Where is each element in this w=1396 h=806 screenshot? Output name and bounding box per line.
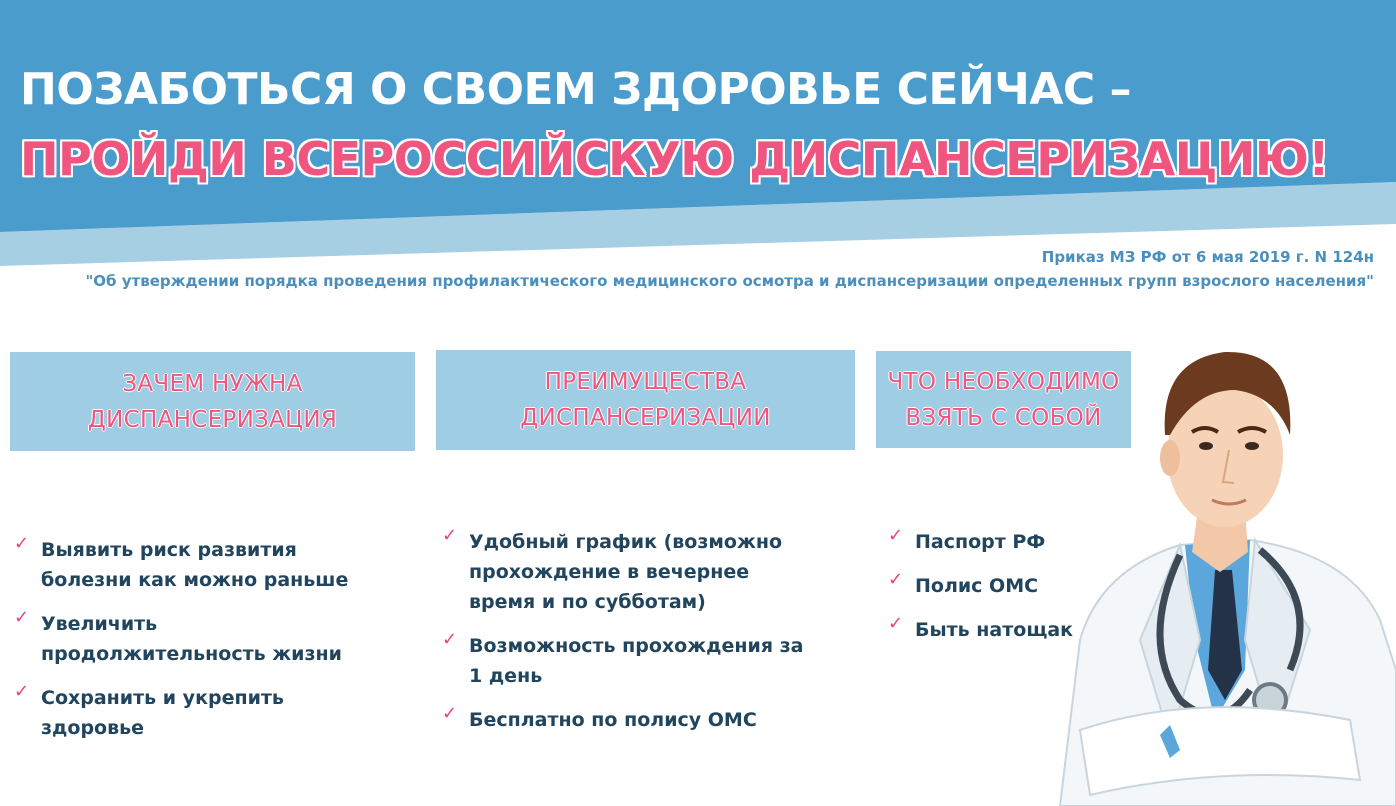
list-item: ✓ Сохранить и укрепить здоровье xyxy=(14,681,284,739)
doctor-illustration xyxy=(1020,340,1396,806)
check-mark-icon: ✓ xyxy=(442,629,458,650)
heading-bring-line1: ЧТО НЕОБХОДИМО xyxy=(887,368,1120,395)
heading-benefits-line2: ДИСПАНСЕРИЗАЦИИ xyxy=(520,405,771,431)
check-mark-icon: ✓ xyxy=(888,525,904,546)
list-item: ✓ Удобный график (возможно прохождение в вечернее время и по субботам) xyxy=(442,525,783,613)
heading-bring-line2: ВЗЯТЬ С СОБОЙ xyxy=(905,404,1102,431)
order-title: "Об утверждении порядка проведения профилактического медицинского осмотра и диспансеризации определенных групп взрослого населения" xyxy=(85,272,1374,290)
check-mark-icon: ✓ xyxy=(888,569,904,590)
benefits-list xyxy=(438,527,868,749)
check-mark-icon: ✓ xyxy=(14,607,30,628)
list-item: ✓ Полис ОМС xyxy=(888,569,1039,597)
list-item: ✓ Выявить риск развития болезни как можно раньше xyxy=(14,533,349,591)
list-item: ✓ Возможность прохождения за 1 день xyxy=(442,629,804,687)
list-item: ✓ Быть натощак xyxy=(888,613,1074,641)
check-mark-icon: ✓ xyxy=(442,703,458,724)
page-subtitle: ПРОЙДИ ВСЕРОССИЙСКУЮ ДИСПАНСЕРИЗАЦИЮ! xyxy=(20,132,1329,186)
why-list xyxy=(10,535,410,757)
check-mark-icon: ✓ xyxy=(14,681,30,702)
list-item: ✓ Увеличить продолжительность жизни xyxy=(14,607,342,665)
check-mark-icon: ✓ xyxy=(14,533,30,554)
heading-why-line2: ДИСПАНСЕРИЗАЦИЯ xyxy=(87,406,338,433)
check-mark-icon: ✓ xyxy=(888,613,904,634)
heading-why-line1: ЗАЧЕМ НУЖНА xyxy=(122,370,303,397)
heading-benefits xyxy=(436,350,855,450)
order-reference: Приказ МЗ РФ от 6 мая 2019 г. N 124н xyxy=(1041,248,1374,266)
list-item: ✓ Бесплатно по полису ОМС xyxy=(442,703,757,731)
page-title: ПОЗАБОТЬСЯ О СВОЕМ ЗДОРОВЬЕ СЕЙЧАС – xyxy=(20,64,1131,115)
check-mark-icon: ✓ xyxy=(442,525,458,546)
heading-benefits-line1: ПРЕИМУЩЕСТВА xyxy=(544,369,747,395)
heading-why xyxy=(10,352,415,451)
list-item: ✓ Паспорт РФ xyxy=(888,525,1046,553)
